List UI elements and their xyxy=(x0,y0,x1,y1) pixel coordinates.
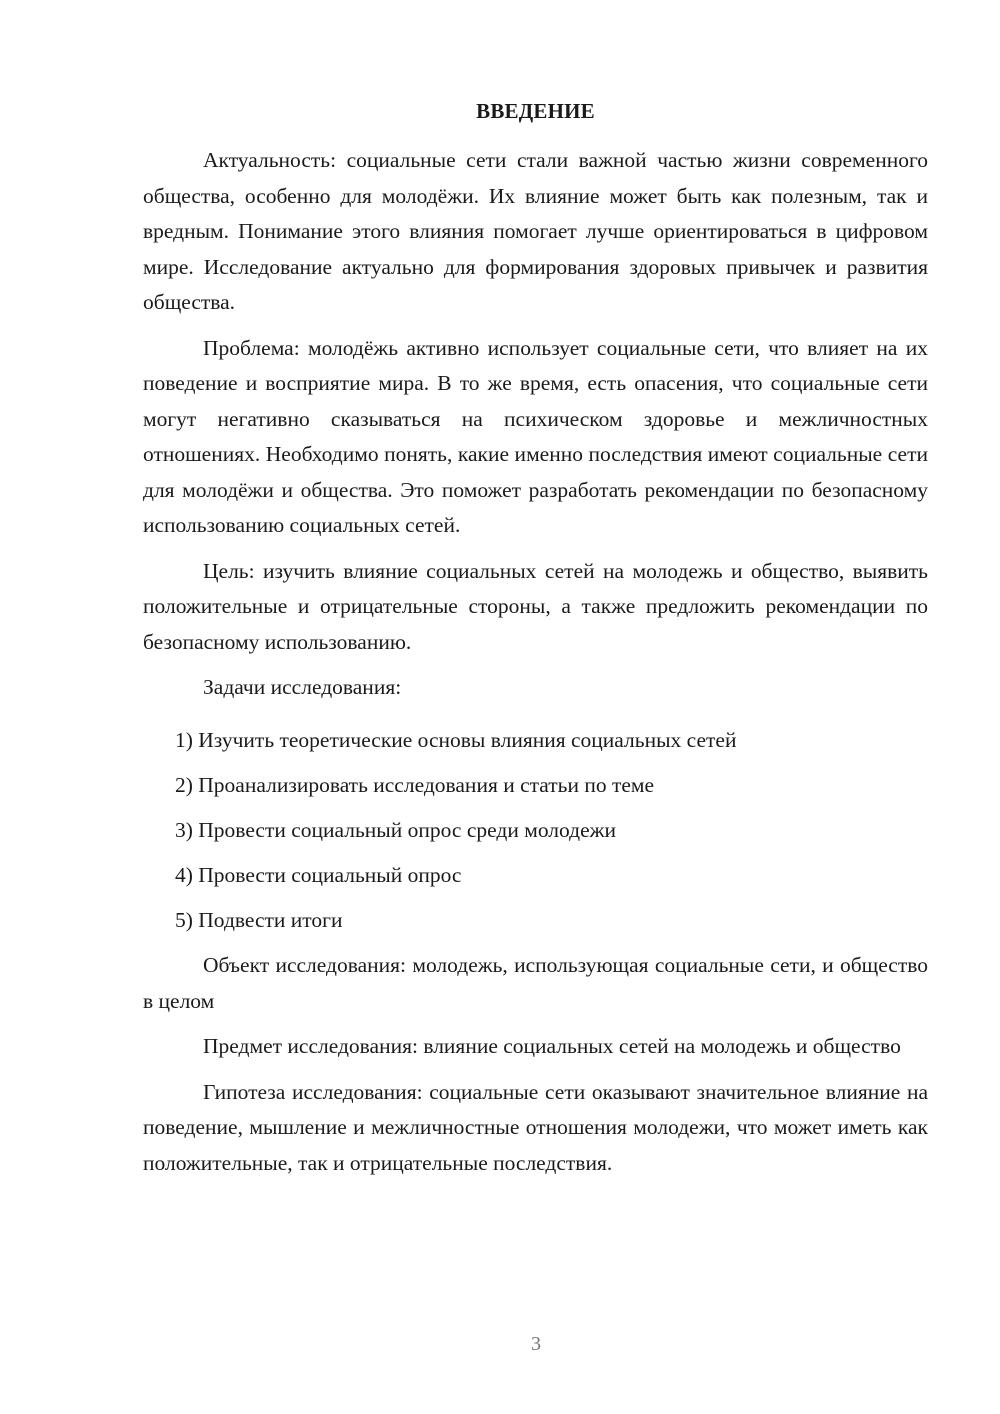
hypothesis-paragraph: Гипотеза исследования: социальные сети оказывают значительное влияние на поведение, мышление и межличностные отношения молодежи, что может иметь как положительные, так и отрицательные последствия. xyxy=(143,1079,928,1175)
page-number: 3 xyxy=(531,1333,541,1355)
subject-paragraph: Предмет исследования: влияние социальных сетей на молодежь и общество xyxy=(203,1034,901,1058)
relevance-paragraph: Актуальность: социальные сети стали важной частью жизни современного общества, особенно для молодёжи. Их влияние может быть как полезным, так и вредным. Понимание этого влияния помогает лучше ориентироваться в цифровом мире. Исследование актуально для формирования здоровых привычек и развития общества. xyxy=(143,148,928,314)
task-item: 2) Проанализировать исследования и статьи по теме xyxy=(175,772,655,797)
tasks-list xyxy=(143,723,928,939)
task-item: 1) Изучить теоретические основы влияния социальных сетей xyxy=(175,727,737,752)
tasks-title: Задачи исследования: xyxy=(203,675,402,699)
task-item: 3) Провести социальный опрос среди молодежи xyxy=(175,817,616,842)
problem-paragraph: Проблема: молодёжь активно использует социальные сети, что влияет на их поведение и восприятие мира. В то же время, есть опасения, что социальные сети могут негативно сказываться на психическом здоровье и межличностных отношениях. Необходимо понять, какие именно последствия имеют социальные сети для молодёжи и общества. Это поможет разработать рекомендации по безопасному использованию социальных сетей. xyxy=(143,335,928,537)
task-item: 5) Подвести итоги xyxy=(175,907,343,932)
page-content xyxy=(143,96,928,1191)
goal-paragraph: Цель: изучить влияние социальных сетей на молодежь и общество, выявить положительные и отрицательные стороны, а также предложить рекомендации по безопасному использованию. xyxy=(143,558,928,654)
task-item: 4) Провести социальный опрос xyxy=(175,862,462,887)
object-paragraph: Объект исследования: молодежь, использующая социальные сети, и общество в целом xyxy=(143,953,928,1013)
section-heading: ВВЕДЕНИЕ xyxy=(476,99,595,123)
